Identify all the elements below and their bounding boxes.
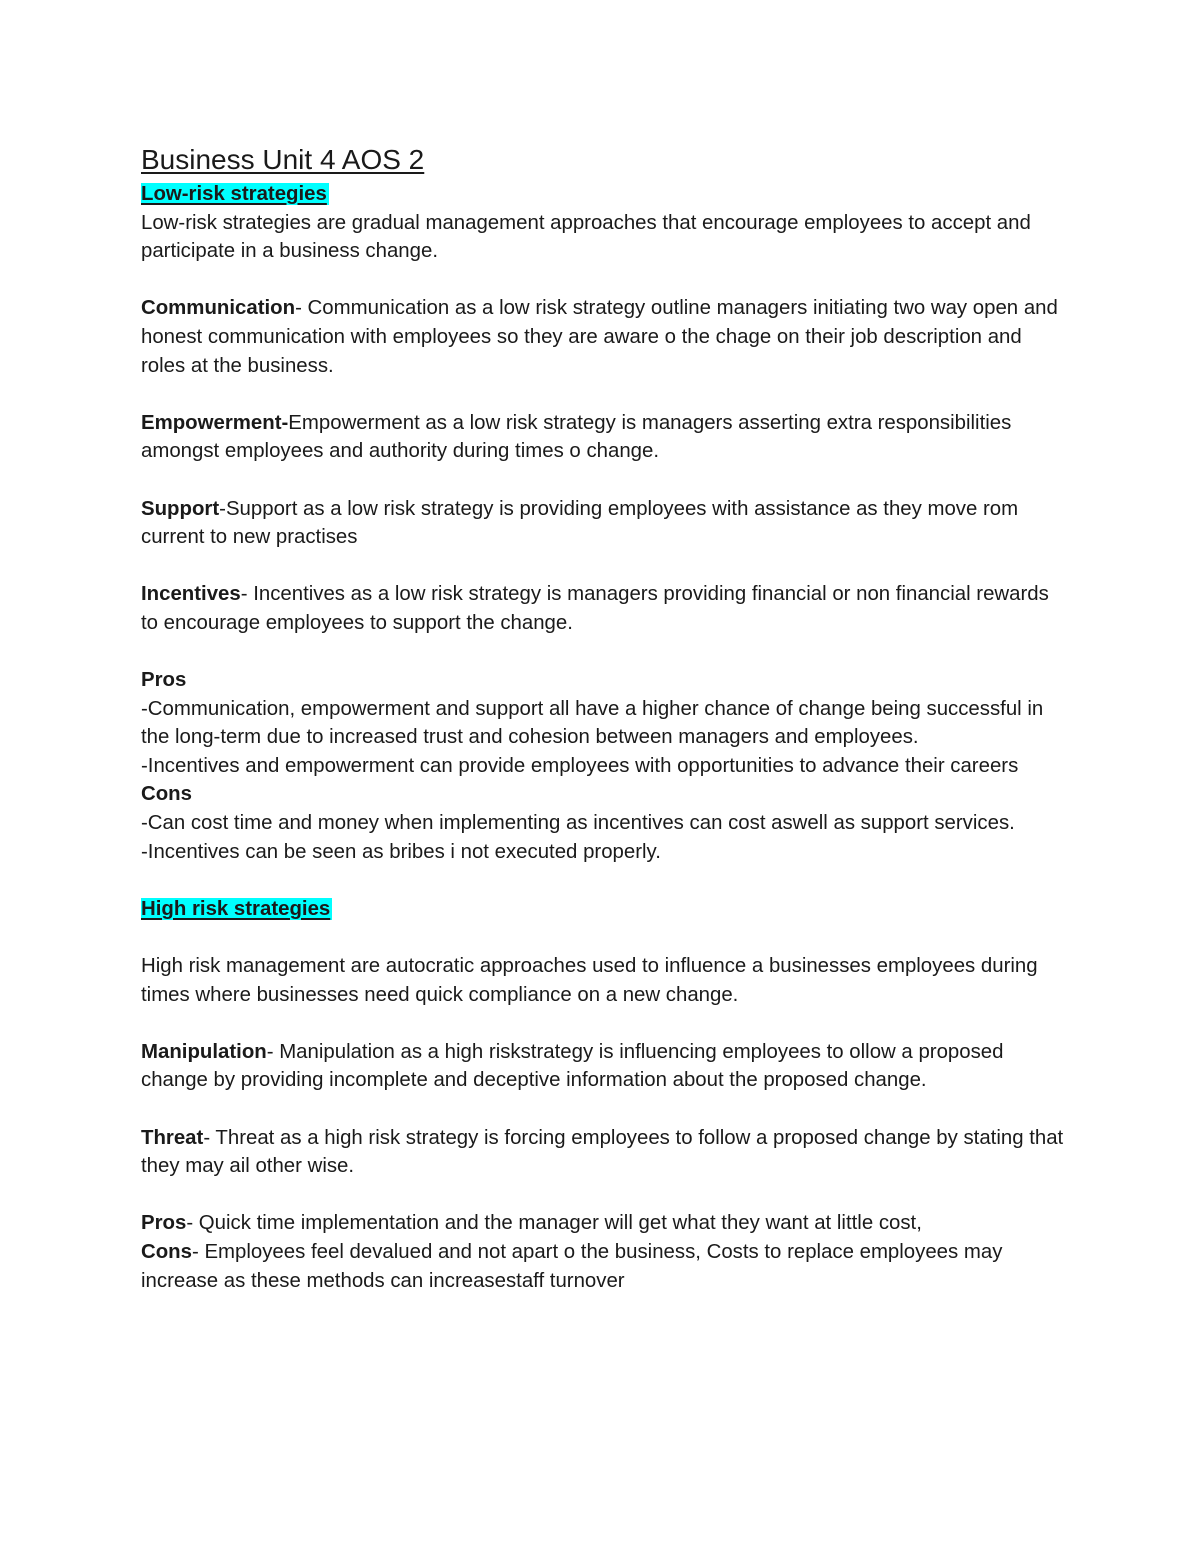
low-risk-pro-item: -Incentives and empowerment can provide employees with opportunities to advance their careers [141, 754, 1019, 777]
strategy-incentives [141, 580, 1071, 637]
high-risk-pros-text: - Quick time implementation and the manager will get what they want at little cost, [186, 1212, 922, 1235]
high-risk-pros [141, 1209, 1071, 1238]
low-risk-con-item: -Incentives can be seen as bribes i not executed properly. [141, 840, 661, 863]
low-risk-heading-line [141, 180, 1071, 209]
strategy-threat [141, 1124, 1071, 1181]
strategy-term: Empowerment- [141, 411, 289, 434]
high-risk-cons-label: Cons [141, 1240, 192, 1263]
low-risk-pros-label: Pros [141, 669, 187, 692]
strategy-text: - Manipulation as a high riskstrategy is influencing employees to ollow a proposed change by providing incomplete and deceptive information about the proposed change. [141, 1040, 1004, 1092]
strategy-text: - Threat as a high risk strategy is forcing employees to follow a proposed change by stating that they may ail other wise. [141, 1126, 1064, 1178]
high-risk-pros-label: Pros [141, 1212, 187, 1235]
strategy-text: -Support as a low risk strategy is providing employees with assistance as they move rom current to new practises [141, 497, 1019, 549]
high-risk-cons [141, 1238, 1071, 1295]
low-risk-con-item: -Can cost time and money when implementing as incentives can cost aswell as support services. [141, 812, 1015, 835]
strategy-term: Incentives [141, 583, 241, 606]
strategy-term: Communication [141, 297, 296, 320]
low-risk-cons-label: Cons [141, 783, 192, 806]
document-page [141, 140, 1071, 1295]
strategy-text: - Incentives as a low risk strategy is managers providing financial or non financial rewards to encourage employees to support the change. [141, 583, 1049, 634]
strategy-text: - Communication as a low risk strategy outline managers initiating two way open and honest communication with employees so they are aware o the chage on their job description and roles at the business. [141, 297, 1058, 377]
low-risk-pro-item: -Communication, empowerment and support all have a higher chance of change being successful in the long-term due to increased trust and cohesion between managers and employees. [141, 697, 1044, 749]
low-risk-intro: Low-risk strategies are gradual management approaches that encourage employees to accept and participate in a business change. [141, 211, 1031, 263]
strategy-text: Empowerment as a low risk strategy is managers asserting extra responsibilities amongst employees and authority during times o change. [141, 411, 1012, 463]
strategy-term: Threat [141, 1126, 204, 1149]
document-title: Business Unit 4 AOS 2 [141, 144, 425, 175]
strategy-empowerment [141, 409, 1071, 466]
strategy-manipulation [141, 1038, 1071, 1095]
high-risk-heading: High risk strategies [141, 897, 331, 920]
high-risk-cons-text: - Employees feel devalued and not apart o the business, Costs to replace employees may increase as these methods can increasestaff turnover [141, 1240, 1003, 1292]
low-risk-heading: Low-risk strategies [141, 183, 327, 205]
high-risk-heading-line [141, 895, 1071, 924]
high-risk-intro: High risk management are autocratic approaches used to influence a businesses employees during times where businesses need quick compliance on a new change. [141, 955, 1038, 1006]
strategy-term: Manipulation [141, 1040, 267, 1063]
strategy-support [141, 495, 1071, 552]
strategy-communication [141, 294, 1071, 380]
strategy-term: Support [141, 497, 220, 520]
